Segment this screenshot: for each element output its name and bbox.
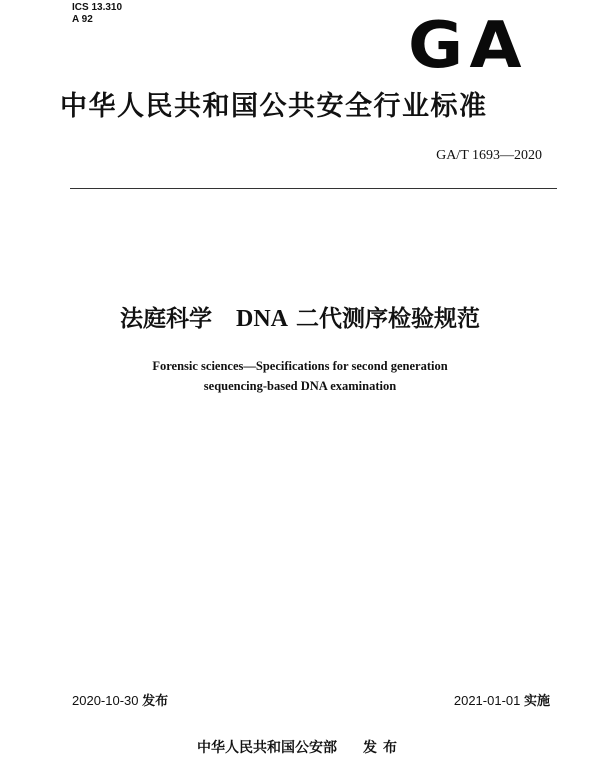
- standard-number: GA/T 1693—2020: [436, 148, 542, 163]
- issue-label: 发布: [142, 694, 169, 709]
- implement-date: 2021-01-01: [453, 693, 521, 708]
- ccs-code: A 92: [72, 14, 93, 25]
- classification-codes: [72, 2, 122, 26]
- title-en-line2: sequencing-based DNA examination: [203, 379, 397, 393]
- issue-date: 2020-10-30: [72, 693, 139, 708]
- ga-logo: GA: [408, 9, 528, 83]
- title-en-line1: Forensic sciences—Specifications for second generation: [152, 359, 448, 373]
- document-title-cn: [0, 304, 600, 334]
- ics-code: ICS 13.310: [72, 2, 123, 13]
- title-cn-dna: DNA: [236, 306, 288, 332]
- implement-label: 实施: [523, 694, 550, 709]
- header-divider: [70, 188, 557, 189]
- title-cn-prefix: 法庭科学: [120, 306, 212, 332]
- issuer-name: 中华人民共和国公安部: [197, 740, 337, 756]
- issuer-action: 发布: [363, 740, 403, 756]
- standard-category: 中华人民共和国公共安全行业标准: [60, 91, 488, 122]
- title-cn-suffix: 二代测序检验规范: [296, 306, 480, 332]
- implement-date-block: [454, 690, 550, 709]
- issue-date-block: [72, 690, 168, 709]
- document-title-en: [0, 356, 600, 396]
- issuer-block: [0, 737, 600, 757]
